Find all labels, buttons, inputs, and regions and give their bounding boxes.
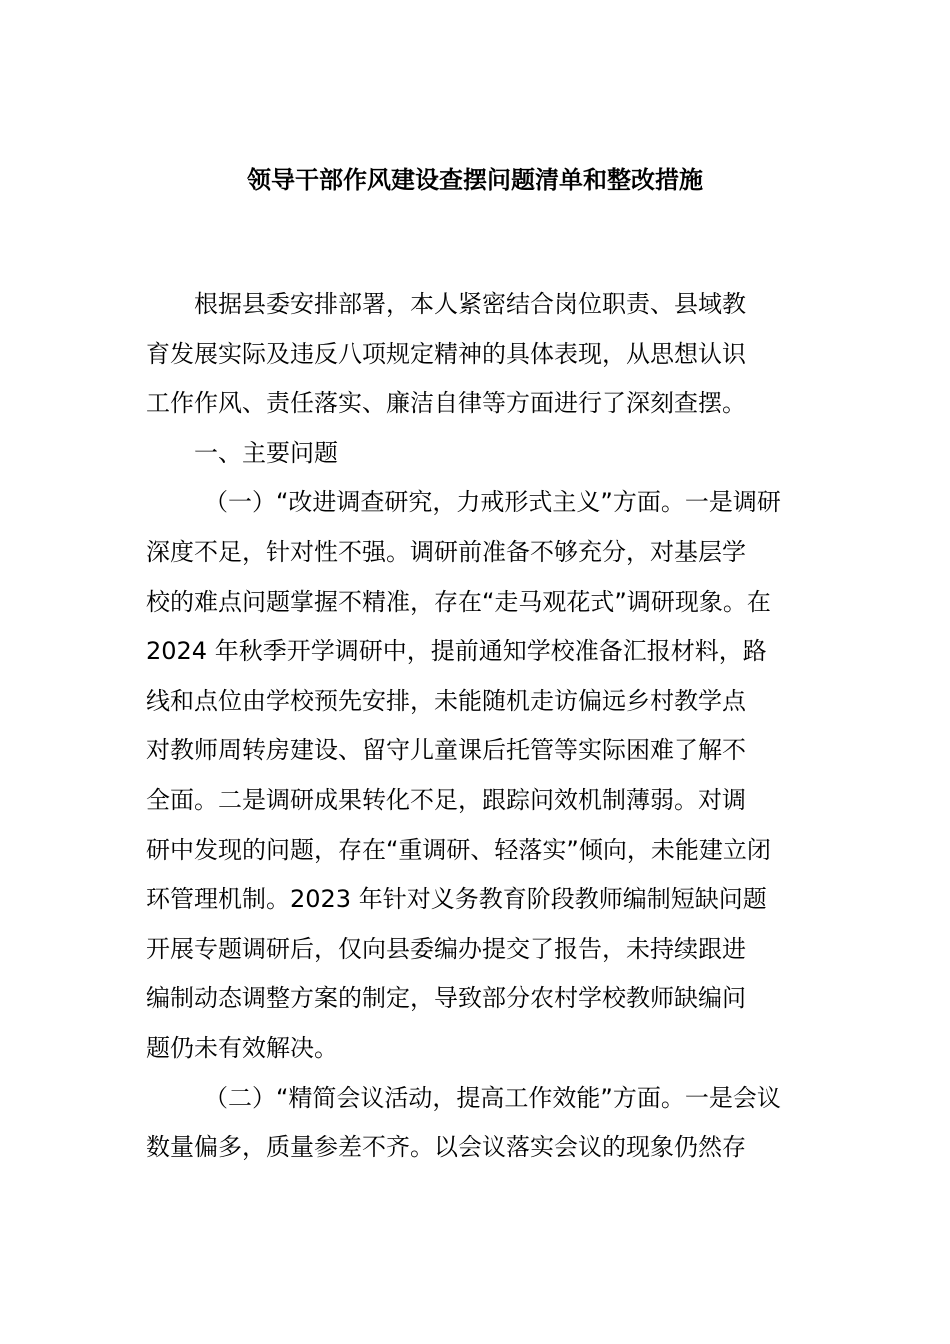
text-line: 全面。二是调研成果转化不足，跟踪问效机制薄弱。对调 [146,785,746,814]
text-line: 环管理机制。2023 年针对义务教育阶段教师编制短缺问题 [146,885,767,914]
text-line: 深度不足，针对性不强。调研前准备不够充分，对基层学 [146,537,746,566]
item-paragraph-2 [146,1074,806,1173]
text-line: （一）“改进调查研究，力戒形式主义”方面。一是调研 [204,488,781,517]
text-line: 对教师周转房建设、留守儿童课后托管等实际困难了解不 [146,736,746,765]
text-line: 编制动态调整方案的制定，导致部分农村学校教师缺编问 [146,984,746,1013]
text-line: 开展专题调研后，仅向县委编办提交了报告，未持续跟进 [146,934,746,963]
document-body [146,280,806,1173]
item-paragraph-1 [146,478,806,1073]
text-line: 2024 年秋季开学调研中，提前通知学校准备汇报材料，路 [146,637,767,666]
text-line: 育发展实际及违反八项规定精神的具体表现，从思想认识 [146,339,746,368]
document-title: 领导干部作风建设查摆问题清单和整改措施 [247,166,703,194]
text-line: 工作作风、责任落实、廉洁自律等方面进行了深刻查摆。 [146,389,746,418]
text-line: 数量偏多，质量参差不齐。以会议落实会议的现象仍然存 [146,1133,746,1162]
text-line: 根据县委安排部署，本人紧密结合岗位职责、县域教 [194,290,746,318]
text-line: 线和点位由学校预先安排，未能随机走访偏远乡村教学点 [146,686,746,715]
text-line: 研中发现的问题，存在“重调研、轻落实”倾向，未能建立闭 [146,835,771,864]
text-line: （二）“精简会议活动，提高工作效能”方面。一是会议 [204,1083,781,1112]
text-line: 题仍未有效解决。 [146,1033,338,1062]
section-heading [146,429,806,479]
section-heading-text: 一、主要问题 [194,438,338,467]
text-line: 校的难点问题掌握不精准，存在“走马观花式”调研现象。在 [146,587,771,616]
intro-paragraph [146,280,806,429]
